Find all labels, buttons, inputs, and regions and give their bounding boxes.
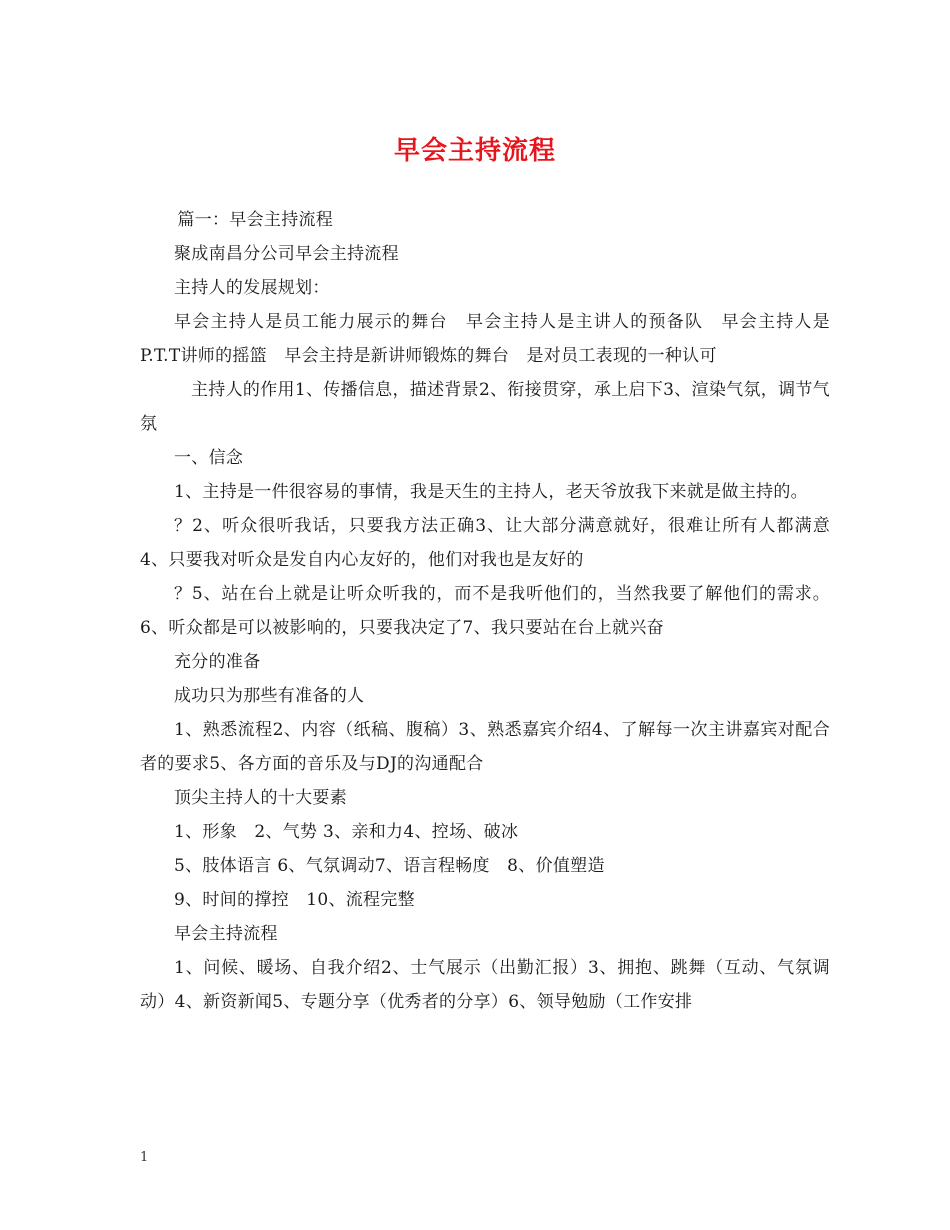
paragraph: 顶尖主持人的十大要素 xyxy=(174,788,347,808)
paragraph: 9、时间的撑控 10、流程完整 xyxy=(174,890,415,910)
paragraph: 1、问候、暖场、自我介绍2、士气展示（出勤汇报）3、拥抱、跳舞（互动、气氛调动）4、新资新闻5、专题分享（优秀者的分享）6、领导勉励（工作安排 xyxy=(140,958,830,1012)
paragraph: 主持人的作用1、传播信息，描述背景2、衔接贯穿，承上启下3、渲染气氛，调节气氛 xyxy=(140,380,830,434)
paragraph: 篇一：早会主持流程 xyxy=(177,210,334,230)
paragraph: ？5、站在台上就是让听众听我的，而不是我听他们的，当然我要了解他们的需求。 6、听众都是可以被影响的，只要我决定了7、我只要站在台上就兴奋 xyxy=(140,584,830,638)
paragraph: 聚成南昌分公司早会主持流程 xyxy=(174,244,399,264)
paragraph: 1、主持是一件很容易的事情，我是天生的主持人，老天爷放我下来就是做主持的。 xyxy=(174,482,808,502)
paragraph: 5、肢体语言 6、气氛调动7、语言程畅度 8、价值塑造 xyxy=(174,856,605,876)
paragraph: ？2、听众很听我话，只要我方法正确3、让大部分满意就好，很难让所有人都满意4、只要我对听众是发自内心友好的，他们对我也是友好的 xyxy=(140,516,830,570)
document-body xyxy=(140,203,830,1019)
paragraph: 早会主持流程 xyxy=(174,924,278,944)
document-title: 早会主持流程 xyxy=(393,136,556,166)
paragraph: 早会主持人是员工能力展示的舞台 早会主持人是主讲人的预备队 早会主持人是P.T.T讲师的摇篮 早会主持是新讲师锻炼的舞台 是对员工表现的一种认可 xyxy=(140,312,830,366)
paragraph: 主持人的发展规划： xyxy=(174,278,330,298)
page-number: 1 xyxy=(140,1150,149,1165)
paragraph: 充分的准备 xyxy=(174,652,261,672)
paragraph: 1、熟悉流程2、内容（纸稿、腹稿）3、熟悉嘉宾介绍4、了解每一次主讲嘉宾对配合者的要求5、各方面的音乐及与DJ的沟通配合 xyxy=(140,720,830,774)
paragraph: 一、信念 xyxy=(174,448,244,468)
paragraph: 1、形象 2、气势 3、亲和力4、控场、破冰 xyxy=(174,822,519,842)
paragraph: 成功只为那些有准备的人 xyxy=(174,686,365,706)
